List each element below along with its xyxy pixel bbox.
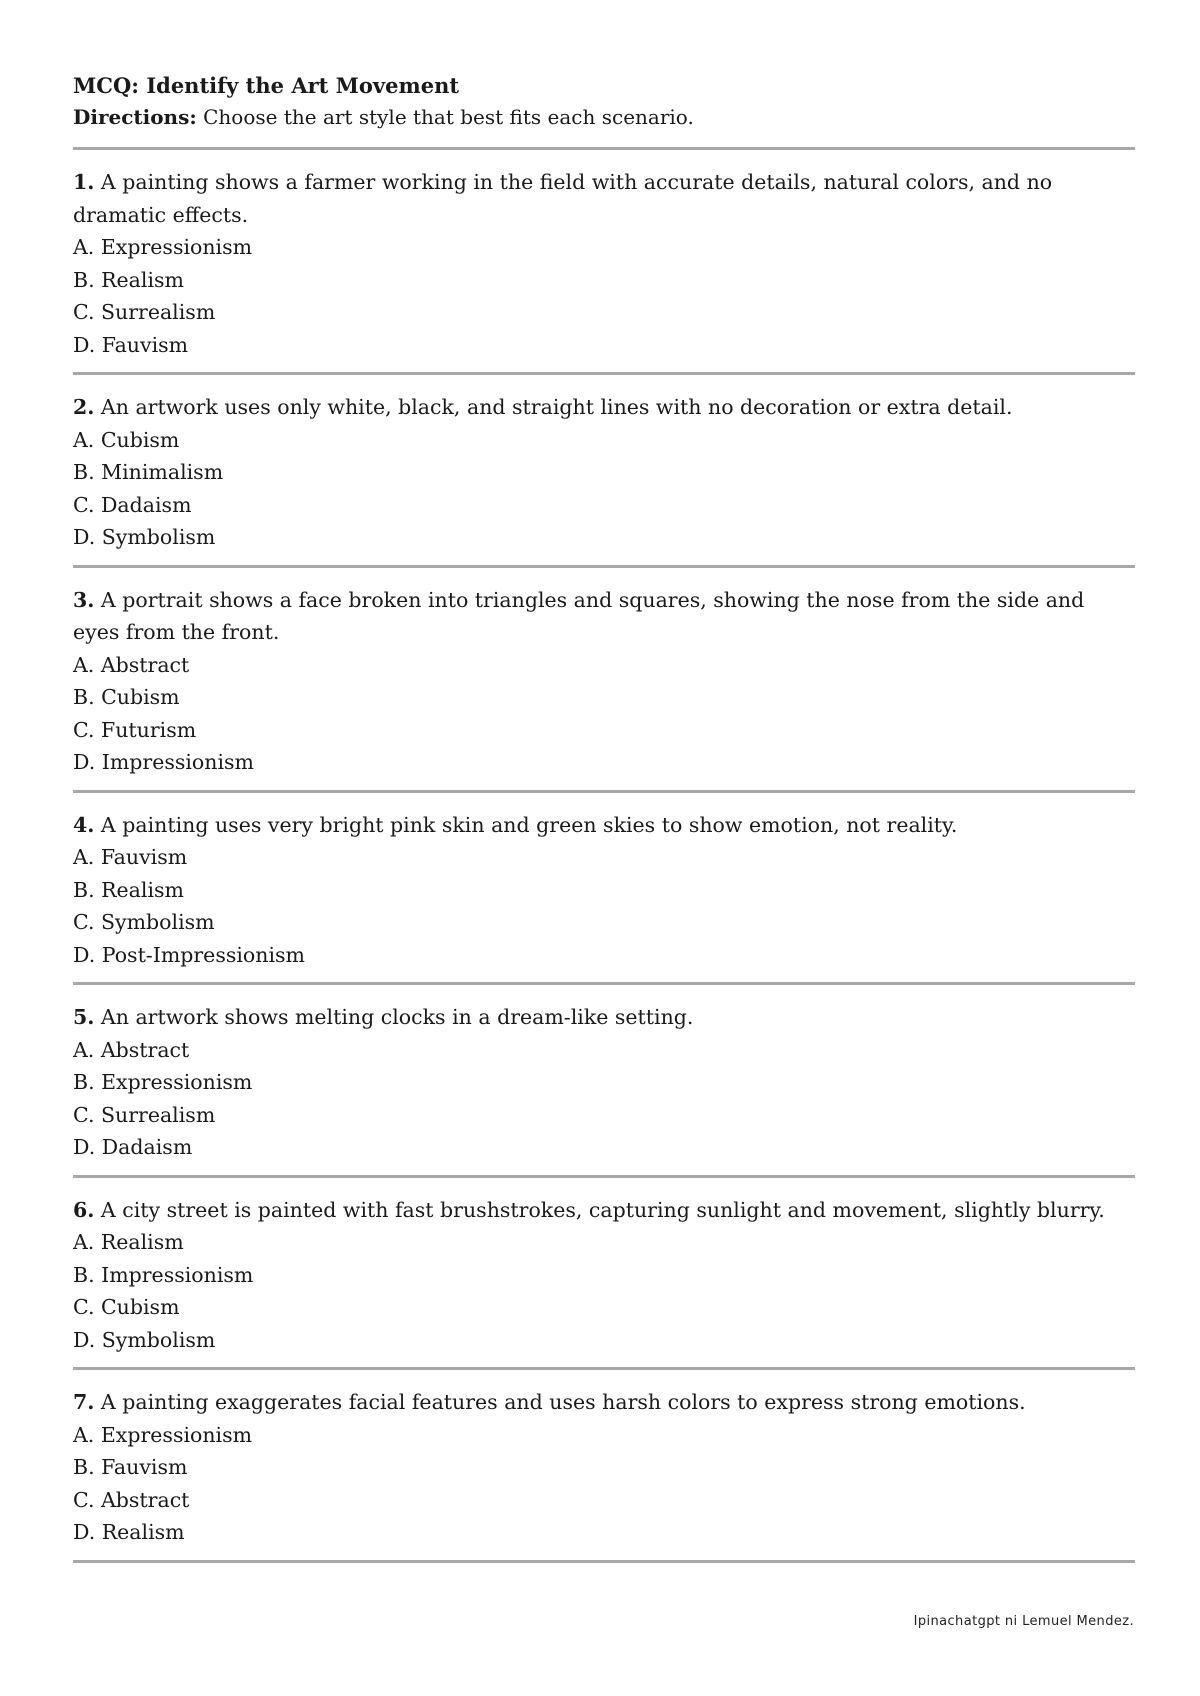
question-1 [73, 150, 1135, 372]
question-text: A portrait shows a face broken into triangles and squares, showing the nose from the side and eyes from the front. [73, 587, 1085, 644]
option-c: C. Cubism [73, 1295, 180, 1319]
option-d: D. Realism [73, 1520, 185, 1544]
option-a: A. Fauvism [73, 845, 188, 869]
directions [73, 102, 1135, 132]
question-stem [73, 166, 1135, 231]
question-stem [73, 1386, 1135, 1419]
option-a: A. Expressionism [73, 1422, 253, 1447]
question-3 [73, 568, 1135, 790]
question-number: 7. [73, 1390, 95, 1414]
question-number: 1. [73, 170, 95, 194]
question-list [73, 150, 1135, 1563]
question-number: 4. [73, 812, 95, 837]
option-b: B. Expressionism [73, 1070, 253, 1094]
option-d: D. Dadaism [73, 1135, 193, 1159]
option-b: B. Realism [73, 877, 184, 902]
question-stem [73, 1194, 1135, 1227]
option-b: B. Impressionism [73, 1262, 254, 1287]
question-text: A painting shows a farmer working in the field with accurate details, natural colors, and no dramatic effects. [73, 170, 1053, 227]
question-6 [73, 1178, 1135, 1368]
option-d: D. Symbolism [73, 1327, 216, 1352]
question-stem [73, 584, 1135, 649]
option-c: C. Symbolism [73, 910, 215, 934]
question-text: A painting exaggerates facial features and uses harsh colors to express strong emotions. [94, 1390, 1026, 1414]
option-a: A. Expressionism [73, 235, 253, 259]
option-c: C. Futurism [73, 717, 197, 742]
question-text: A painting uses very bright pink skin and green skies to show emotion, not reality. [94, 812, 958, 837]
option-b: B. Cubism [73, 685, 180, 709]
option-d: D. Fauvism [73, 332, 189, 357]
option-c: C. Surrealism [73, 300, 216, 324]
worksheet [73, 72, 1135, 1563]
option-c: C. Abstract [73, 1487, 190, 1512]
question-text: A city street is painted with fast brushstrokes, capturing sunlight and movement, slightly blurry. [94, 1197, 1105, 1222]
option-c: C. Dadaism [73, 492, 192, 517]
question-number: 2. [73, 395, 95, 419]
directions-text: Choose the art style that best fits each scenario. [196, 105, 694, 129]
option-b: B. Minimalism [73, 460, 224, 484]
question-text: An artwork uses only white, black, and straight lines with no decoration or extra detail. [94, 395, 1013, 419]
divider [73, 1560, 1135, 1563]
question-5 [73, 985, 1135, 1175]
option-d: D. Symbolism [73, 525, 216, 549]
question-7 [73, 1370, 1135, 1560]
question-stem [73, 1001, 1135, 1034]
option-b: B. Realism [73, 267, 184, 292]
option-a: A. Abstract [73, 1037, 190, 1062]
question-stem [73, 809, 1135, 842]
option-a: A. Realism [73, 1230, 184, 1254]
option-d: D. Impressionism [73, 750, 254, 774]
option-b: B. Fauvism [73, 1455, 188, 1479]
footer-credit: Ipinachatgpt ni Lemuel Mendez. [913, 1614, 1134, 1629]
option-a: A. Cubism [73, 427, 180, 452]
option-d: D. Post-Impressionism [73, 942, 305, 967]
question-number: 6. [73, 1197, 95, 1222]
question-2 [73, 375, 1135, 565]
question-number: 5. [73, 1005, 95, 1029]
question-number: 3. [73, 587, 95, 612]
directions-label: Directions: [73, 105, 197, 129]
question-stem [73, 391, 1135, 424]
question-text: An artwork shows melting clocks in a dream-like setting. [94, 1005, 694, 1029]
option-c: C. Surrealism [73, 1102, 216, 1127]
page-title: MCQ: Identify the Art Movement [73, 73, 460, 98]
question-4 [73, 793, 1135, 983]
option-a: A. Abstract [73, 652, 190, 677]
